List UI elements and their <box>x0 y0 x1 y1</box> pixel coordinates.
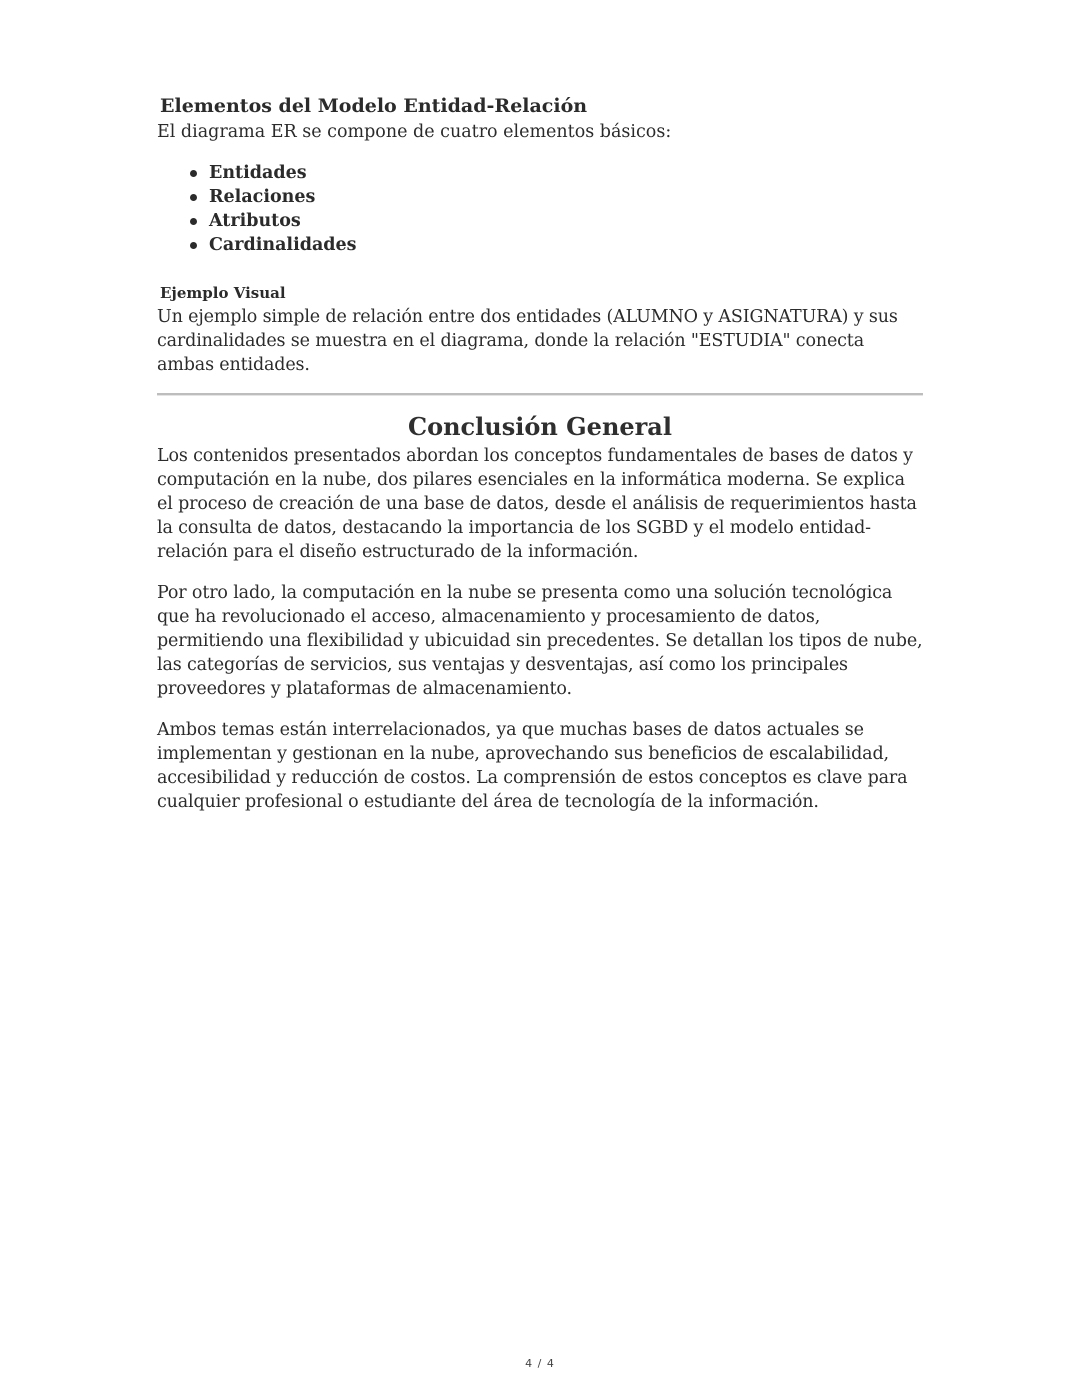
list-item <box>187 233 923 257</box>
ejemplo-paragraph: Un ejemplo simple de relación entre dos entidades (ALUMNO y ASIGNATURA) y sus cardinalidades se muestra en el diagrama, donde la relación "ESTUDIA" conecta ambas entidades. <box>157 307 898 375</box>
bullet-icon <box>190 242 197 249</box>
conclusion-paragraph-2: Por otro lado, la computación en la nube se presenta como una solución tecnológica que ha revolucionado el acceso, almacenamiento y procesamiento de datos, permitiendo una flexibilidad y ubicuidad sin precedentes. Se detallan los tipos de nube, las categorías de servicios, sus ventajas y desventajas, así como los principales proveedores y plataformas de almacenamiento. <box>157 583 923 699</box>
section-heading-elementos: Elementos del Modelo Entidad-Relación <box>160 95 588 117</box>
document-page <box>157 92 923 814</box>
horizontal-divider <box>157 393 923 396</box>
bullet-icon <box>190 170 197 177</box>
list-item <box>187 185 923 209</box>
list-item-label: Cardinalidades <box>209 235 357 255</box>
section-intro-elementos: El diagrama ER se compone de cuatro elementos básicos: <box>157 122 672 142</box>
conclusion-paragraph-3: Ambos temas están interrelacionados, ya que muchas bases de datos actuales se implementan y gestionan en la nube, aprovechando sus beneficios de escalabilidad, accesibilidad y reducción de costos. La comprensión de estos conceptos es clave para cualquier profesional o estudiante del área de tecnología de la información. <box>157 720 908 812</box>
bullet-icon <box>190 218 197 225</box>
conclusion-paragraph-1: Los contenidos presentados abordan los conceptos fundamentales de bases de datos y computación en la nube, dos pilares esenciales en la informática moderna. Se explica el proceso de creación de una base de datos, desde el análisis de requerimientos hasta la consulta de datos, destacando la importancia de los SGBD y el modelo entidad-relación para el diseño estructurado de la información. <box>157 446 917 562</box>
elements-list <box>157 161 923 257</box>
list-item <box>187 161 923 185</box>
list-item-label: Atributos <box>209 211 301 231</box>
section-heading-ejemplo: Ejemplo Visual <box>160 284 286 302</box>
bullet-icon <box>190 194 197 201</box>
list-item-label: Relaciones <box>209 187 316 207</box>
list-item-label: Entidades <box>209 163 307 183</box>
list-item <box>187 209 923 233</box>
page-number: 4 / 4 <box>525 1357 555 1370</box>
conclusion-heading: Conclusión General <box>408 412 672 441</box>
